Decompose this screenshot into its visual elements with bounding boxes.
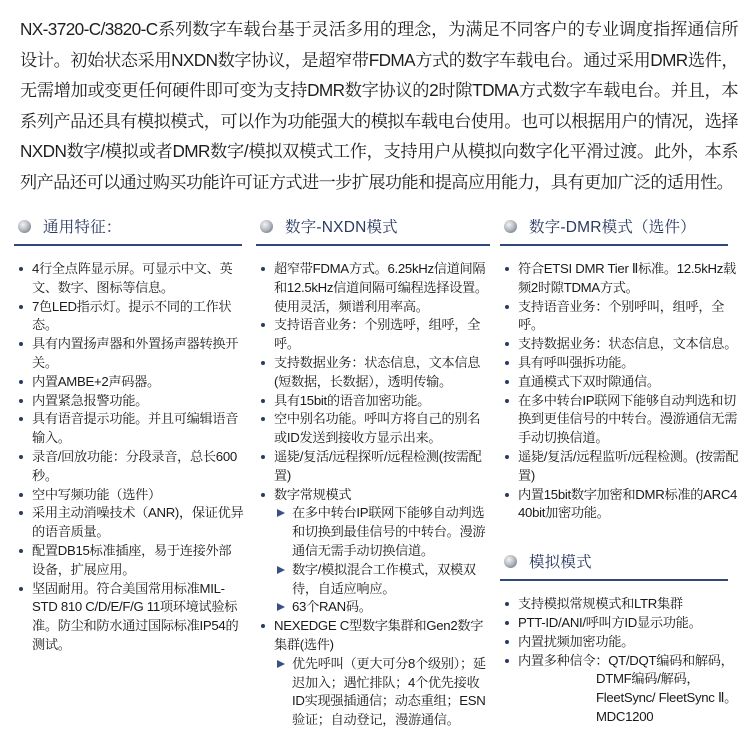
- sub-list: [274, 655, 492, 730]
- list-item: 直通模式下双时隙通信。: [500, 373, 740, 392]
- list-item: 超窄带FDMA方式。6.25kHz信道间隔和12.5kHz信道间隔可编程选择设置。使用灵活，频谱利用率高。: [256, 260, 492, 316]
- section-general: [14, 214, 244, 655]
- list-item: 采用主动消噪技术（ANR)，保证优异的语音质量。: [14, 504, 244, 542]
- list-item-conventional: [256, 486, 492, 618]
- list-item: 支持数据业务：状态信息，文本信息(短数据，长数据），透明传输。: [256, 354, 492, 392]
- sub-list-item: 在多中转台IP联网下能够自动判选和切换到最佳信号的中转台。漫游通信无需手动切换信道。: [274, 504, 492, 560]
- list-item: 坚固耐用。符合美国常用标准MIL-STD 810 C/D/E/F/G 11项环境试验标准。防尘和防水通过国际标准IP54的测试。: [14, 580, 244, 655]
- list-item: 空中别名功能。呼叫方将自己的别名或ID发送到接收方显示出来。: [256, 410, 492, 448]
- column-general: [14, 214, 244, 655]
- list-item: 支持语音业务：个别呼叫，组呼，全呼。: [500, 298, 740, 336]
- list-item: 遥毙/复活/远程监听/远程检测。(按需配置): [500, 448, 740, 486]
- column-nxdn: [256, 214, 492, 730]
- list-item: PTT-ID/ANI/呼叫方ID显示功能。: [500, 614, 740, 633]
- section-header: [14, 214, 244, 238]
- section-divider: [256, 244, 490, 246]
- list-item: 7色LED指示灯。提示不同的工作状态。: [14, 298, 244, 336]
- list-item: 具有内置扬声器和外置扬声器转换开关。: [14, 335, 244, 373]
- signaling-line: FleetSync/ FleetSync Ⅱ。: [596, 690, 738, 706]
- list-item: 遥毙/复活/远程探听/远程检测(按需配置): [256, 448, 492, 486]
- list-item: 符合ETSI DMR Tier Ⅱ标准。12.5kHz载频2时隙TDMA方式。: [500, 260, 740, 298]
- section-analog: [500, 549, 740, 727]
- section-divider: [500, 579, 728, 581]
- section-header: [500, 214, 740, 238]
- section-title: 通用特征：: [43, 219, 122, 236]
- list-item: 内置扰频加密功能。: [500, 633, 740, 652]
- feature-list: [14, 260, 244, 655]
- section-title: 数字-NXDN模式: [285, 219, 398, 236]
- list-item: 支持数据业务：状态信息，文本信息。: [500, 335, 740, 354]
- sub-list-item: 数字/模拟混合工作模式，双模双待，自适应响应。: [274, 561, 492, 599]
- list-item: 配置DB15标准插座，易于连接外部设备，扩展应用。: [14, 542, 244, 580]
- section-header: [500, 549, 740, 573]
- sub-list-item: 优先呼叫（更大可分8个级别）；延迟加入；遇忙排队；4个优先接收ID实现强插通信；动态重组；ESN验证；自动登记，漫游通信。: [274, 655, 492, 730]
- feature-list: [500, 260, 740, 523]
- silver-sphere-icon: [18, 220, 31, 233]
- list-item: 支持模拟常规模式和LTR集群: [500, 595, 740, 614]
- list-item-label: 数字常规模式: [274, 486, 352, 502]
- intro-paragraph: NX-3720-C/3820-C系列数字车载台基于灵活多用的理念，为满足不同客户的专业调度指挥通信所设计。初始状态采用NXDN数字协议，是超窄带FDMA方式的数字车载电台。通过采用DMR选件，无需增加或变更任何硬件即可变为支持DMR数字协议的2时隙TDMA方式数字车载电台。并且，本系列产品还具有模拟模式，可以作为功能强大的模拟车载电台使用。也可以根据用户的情况，选择NXDN数字/模拟或者DMR数字/模拟双模式工作，支持用户从模拟向数字化平滑过渡。此外，本系列产品还可以通过购买功能许可证方式进一步扩展功能和提高应用能力，具有更加广泛的适用性。: [20, 19, 738, 192]
- column-dmr-analog: [500, 214, 740, 727]
- section-title: 数字-DMR模式（选件）: [529, 219, 696, 236]
- section-nxdn: [256, 214, 492, 730]
- list-item: 具有语音提示功能。并且可编辑语音输入。: [14, 410, 244, 448]
- silver-sphere-icon: [504, 555, 517, 568]
- sub-list-item: 63个RAN码。: [274, 598, 492, 617]
- list-item-label: 内置多种信令：QT/DQT编码和解码，: [518, 652, 734, 668]
- list-item: 具有15bit的语音加密功能。: [256, 392, 492, 411]
- section-divider: [500, 244, 728, 246]
- feature-list: [256, 260, 492, 730]
- list-item: 支持语音业务：个别选呼，组呼，全呼。: [256, 316, 492, 354]
- silver-sphere-icon: [260, 220, 273, 233]
- list-item-label: NEXEDGE C型数字集群和Gen2数字集群(选件): [274, 618, 484, 652]
- sub-list: [274, 504, 492, 617]
- section-divider: [14, 244, 242, 246]
- list-item: 内置15bit数字加密和DMR标准的ARC4 40bit加密功能。: [500, 486, 740, 524]
- section-header: [256, 214, 492, 238]
- list-item: 4行全点阵显示屏。可显示中文、英文、数字、图标等信息。: [14, 260, 244, 298]
- list-item-signaling: [500, 652, 740, 727]
- list-item: 内置紧急报警功能。: [14, 392, 244, 411]
- signaling-line: DTMF编码/解码，: [596, 671, 700, 687]
- list-item: 具有呼叫强拆功能。: [500, 354, 740, 373]
- section-title: 模拟模式: [529, 554, 592, 572]
- list-item: 空中写频功能（选件）: [14, 486, 244, 505]
- list-item-trunking: [256, 617, 492, 730]
- list-item: 在多中转台IP联网下能够自动判选和切换到更佳信号的中转台。漫游通信无需手动切换信道。: [500, 392, 740, 448]
- signaling-line: MDC1200: [596, 708, 654, 724]
- section-dmr: [500, 214, 740, 523]
- list-item: 内置AMBE+2声码器。: [14, 373, 244, 392]
- feature-list: [500, 595, 740, 727]
- silver-sphere-icon: [504, 220, 517, 233]
- list-item: 录音/回放功能：分段录音，总长600秒。: [14, 448, 244, 486]
